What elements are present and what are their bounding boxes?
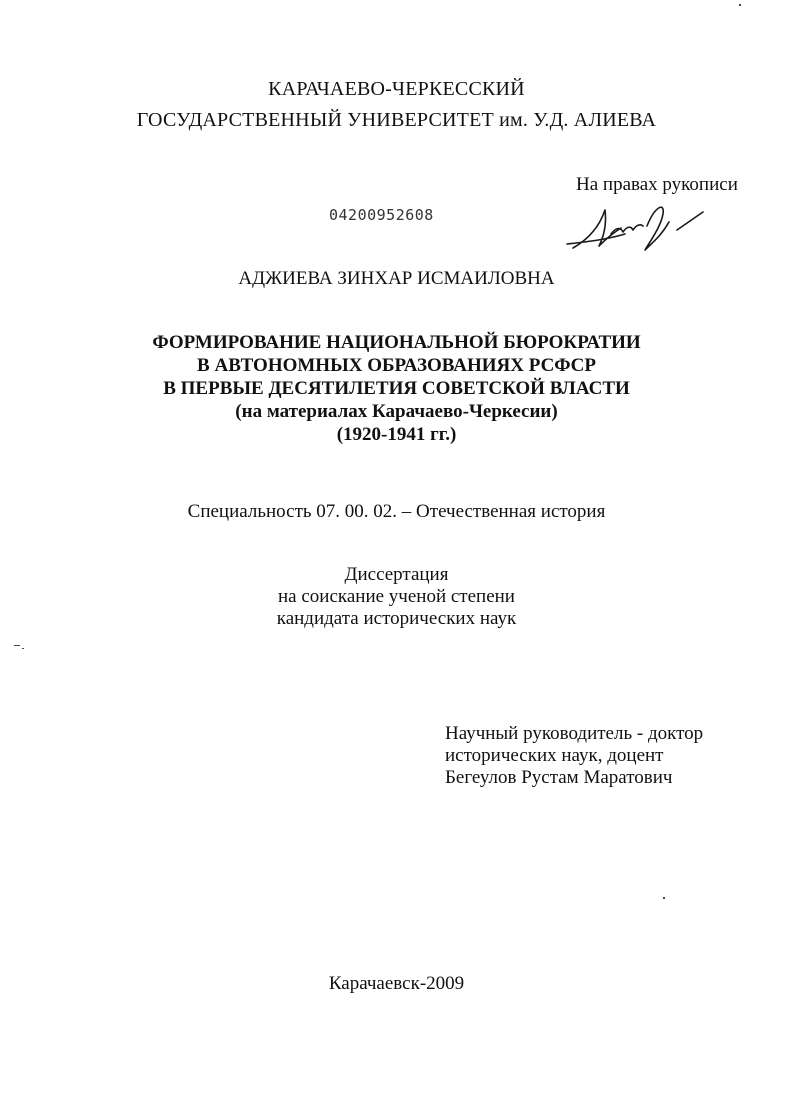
signature-icon	[565, 196, 715, 258]
specialty: Специальность 07. 00. 02. – Отечественная история	[187, 501, 606, 522]
university-line-1: КАРАЧАЕВО-ЧЕРКЕССКИЙ	[268, 78, 525, 100]
scan-speck	[14, 645, 20, 646]
scan-speck	[663, 897, 665, 899]
archive-number: 04200952608	[329, 206, 434, 224]
supervisor-line-1: Научный руководитель - доктор	[445, 723, 704, 744]
place-year: Карачаевск-2009	[328, 973, 465, 994]
dissertation-line-3: кандидата исторических наук	[276, 608, 517, 629]
dissertation-line-1: Диссертация	[344, 564, 449, 585]
dissertation-line-2: на соискание ученой степени	[278, 586, 515, 607]
title-line-1: ФОРМИРОВАНИЕ НАЦИОНАЛЬНОЙ БЮРОКРАТИИ	[152, 332, 641, 353]
supervisor-line-3: Бегеулов Рустам Маратович	[445, 767, 673, 788]
scan-speck	[739, 4, 741, 6]
title-line-3: В ПЕРВЫЕ ДЕСЯТИЛЕТИЯ СОВЕТСКОЙ ВЛАСТИ	[163, 378, 630, 399]
author-name: АДЖИЕВА ЗИНХАР ИСМАИЛОВНА	[238, 268, 555, 289]
title-line-4: (на материалах Карачаево-Черкесии)	[235, 401, 558, 422]
title-line-2: В АВТОНОМНЫХ ОБРАЗОВАНИЯХ РСФСР	[197, 355, 596, 376]
supervisor-line-2: исторических наук, доцент	[445, 745, 664, 766]
manuscript-note: На правах рукописи	[576, 174, 738, 195]
title-line-5: (1920-1941 гг.)	[336, 424, 457, 445]
university-line-2: ГОСУДАРСТВЕННЫЙ УНИВЕРСИТЕТ им. У.Д. АЛИЕВА	[136, 109, 657, 131]
scan-speck	[22, 648, 24, 649]
